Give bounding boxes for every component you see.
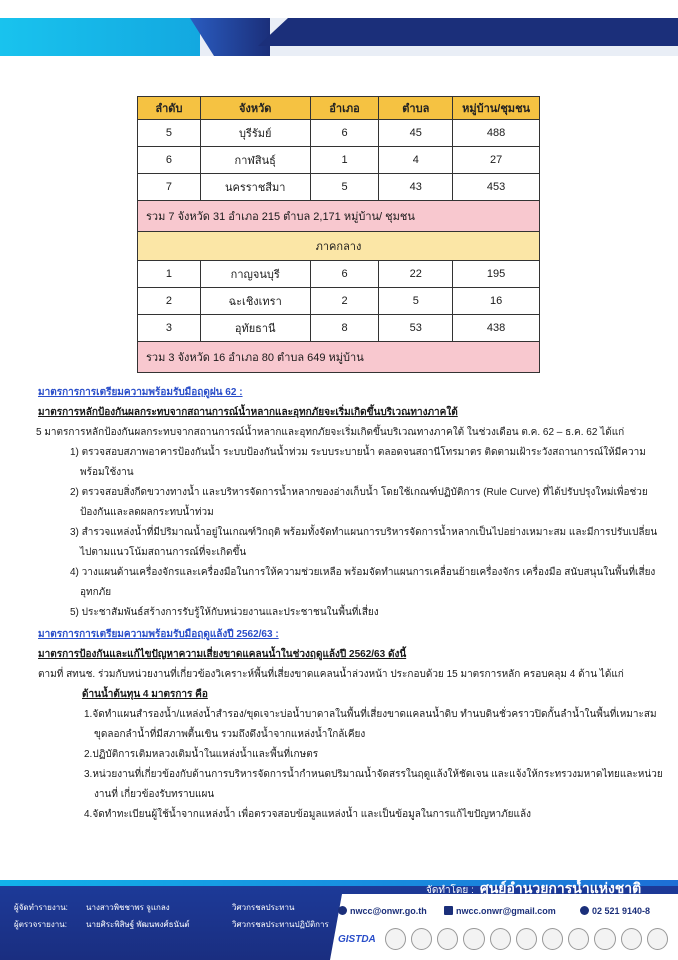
cell-district: 5 xyxy=(310,174,379,201)
cell-order: 1 xyxy=(138,261,201,288)
partner-logo-icon xyxy=(568,928,589,950)
cell-village: 453 xyxy=(453,174,540,201)
cell-province: บุรีรัมย์ xyxy=(200,120,310,147)
partner-logo-icon xyxy=(542,928,563,950)
header-band xyxy=(0,0,678,57)
partner-logo-icon xyxy=(647,928,668,950)
preparer-label: ผู้จัดทำรายงาน: xyxy=(14,903,68,912)
list-item: 2) ตรวจสอบสิ่งกีดขวางทางน้ำ และบริหารจัดการน้ำหลากของอ่างเก็บน้ำ โดยใช้เกณฑ์ปฏิบัติการ (Rule Curve) ที่ได้ปรับปรุงใหม่เพื่อช่วยป้องกันและลดผลกระทบน้ำท่วม xyxy=(70,487,648,518)
document-body xyxy=(38,383,668,825)
brand-prefix: จัดทำโดย : xyxy=(426,885,474,896)
col-header-subdistrict: ตำบล xyxy=(379,97,453,120)
col-header-order: ลำดับ xyxy=(138,97,201,120)
cell-order: 3 xyxy=(138,315,201,342)
header-cyan-block xyxy=(0,18,200,56)
dry-season-intro: ตามที่ สทนช. ร่วมกับหน่วยงานที่เกี่ยวข้องวิเคราะห์พื้นที่เสี่ยงขาดแคลนน้ำล่วงหน้า ประกอบด้วย 15 มาตรการหลัก ครอบคลุม 4 ด้าน ได้แก่ xyxy=(38,669,624,680)
phone-icon xyxy=(580,906,589,915)
partner-logo-icon xyxy=(621,928,642,950)
table-row xyxy=(138,261,540,288)
preparer-name: นางสาวพิชชาพร จูแกลง xyxy=(86,903,170,912)
rainy-season-intro: 5 มาตรการหลักป้องกันผลกระทบจากสถานการณ์น้ำหลากและอุทกภัยจะเริ่มเกิดขึ้นบริเวณทางภาคใต้ ในช่วงเดือน ต.ค. 62 – ธ.ค. 62 ได้แก่ xyxy=(36,427,625,438)
cell-district: 6 xyxy=(310,261,379,288)
cell-subdistrict: 5 xyxy=(379,288,453,315)
cell-province: ฉะเชิงเทรา xyxy=(200,288,310,315)
col-header-village: หมู่บ้าน/ชุมชน xyxy=(453,97,540,120)
list-item: 5) ประชาสัมพันธ์สร้างการรับรู้ให้กับหน่วยงานและประชาชนในพื้นที่เสี่ยง xyxy=(70,607,379,618)
cell-village: 488 xyxy=(453,120,540,147)
cell-village: 16 xyxy=(453,288,540,315)
cell-order: 2 xyxy=(138,288,201,315)
table-row xyxy=(138,315,540,342)
preparer-role: วิศวกรชลประทาน xyxy=(232,903,295,912)
list-item: 2.ปฏิบัติการเติมหลวงเติมน้ำในแหล่งน้ำและพื้นที่เกษตร xyxy=(84,749,319,760)
list-item: 1.จัดทำแผนสำรองน้ำ/แหล่งน้ำสำรอง/ขุดเจาะบ่อน้ำบาดาลในพื้นที่เสี่ยงขาดแคลนน้ำดิบ ทำนบดินชั่วคราวปิดกั้นลำน้ำในพื้นที่เหมาะสม ขุดลอกลำน้ำที่มีสภาพตื้นเขิน รวมถึงดึงน้ำจากแหล่งน้ำใกล้เคียง xyxy=(84,709,657,740)
dry-season-link[interactable]: มาตรการการเตรียมความพร้อมรับมือฤดูแล้งปี 2562/63 : xyxy=(38,629,279,640)
table-summary-row xyxy=(138,342,540,373)
table-row xyxy=(138,288,540,315)
table-region-row xyxy=(138,232,540,261)
dry-season-heading: มาตรการป้องกันและแก้ไขปัญหาความเสี่ยงขาดแคลนน้ำในช่วงฤดูแล้งปี 2562/63 ดังนี้ xyxy=(38,649,407,660)
list-item: 3) สำรวจแหล่งน้ำที่มีปริมาณน้ำอยู่ในเกณฑ์วิกฤติ พร้อมทั้งจัดทำแผนการบริหารจัดการน้ำหลากเป็นไปอย่างเหมาะสม และมีการปรับเปลี่ยนไปตามแนวโน้มสถานการณ์ที่จะเกิดขึ้น xyxy=(70,527,658,558)
partner-logo-icon xyxy=(437,928,458,950)
contact-web[interactable] xyxy=(338,906,427,916)
cell-province: กาญจนบุรี xyxy=(200,261,310,288)
contact-email[interactable] xyxy=(444,906,556,916)
cell-district: 6 xyxy=(310,120,379,147)
cell-district: 2 xyxy=(310,288,379,315)
partner-logos xyxy=(338,926,668,952)
cell-subdistrict: 43 xyxy=(379,174,453,201)
cell-subdistrict: 45 xyxy=(379,120,453,147)
partner-logo-icon xyxy=(490,928,511,950)
partner-logo-icon xyxy=(411,928,432,950)
contact-phone[interactable] xyxy=(580,906,650,916)
globe-icon xyxy=(338,906,347,915)
list-item: 4.จัดทำทะเบียนผู้ใช้น้ำจากแหล่งน้ำ เพื่อตรวจสอบข้อมูลแหล่งน้ำ และเป็นข้อมูลในการแก้ไขปัญหาภัยแล้ง xyxy=(84,809,531,820)
table-row xyxy=(138,120,540,147)
partner-logo-icon xyxy=(463,928,484,950)
summary-northeast: รวม 7 จังหวัด 31 อำเภอ 215 ตำบล 2,171 หมู่บ้าน/ ชุมชน xyxy=(138,201,540,232)
partner-logo-icon xyxy=(516,928,537,950)
col-header-district: อำเภอ xyxy=(310,97,379,120)
reviewer-name: นายศิระพิสิษฐ์ พัฒนพงศ์ธนันต์ xyxy=(86,920,190,929)
province-table xyxy=(137,96,540,373)
contact-phone-text: 02 521 9140-8 xyxy=(592,906,651,916)
cell-subdistrict: 53 xyxy=(379,315,453,342)
header-navy-block xyxy=(258,18,678,46)
list-item: 3.หน่วยงานที่เกี่ยวข้องกับด้านการบริหารจัดการน้ำกำหนดปริมาณน้ำจัดสรรในฤดูแล้งให้ชัดเจน และแจ้งให้กระทรวงมหาดไทยและหน่วยงานที่ เกี่ยวข้องรับทราบแผน xyxy=(84,769,663,800)
cell-district: 1 xyxy=(310,147,379,174)
region-central-label: ภาคกลาง xyxy=(138,232,540,261)
cell-subdistrict: 4 xyxy=(379,147,453,174)
brand-name: ศูนย์อำนวยการน้ำแห่งชาติ xyxy=(479,880,642,896)
col-header-province: จังหวัด xyxy=(200,97,310,120)
cell-province: อุทัยธานี xyxy=(200,315,310,342)
contact-email-text: nwcc.onwr@gmail.com xyxy=(456,906,556,916)
summary-central: รวม 3 จังหวัด 16 อำเภอ 80 ตำบล 649 หมู่บ้าน xyxy=(138,342,540,373)
table-row xyxy=(138,147,540,174)
reviewer-label: ผู้ตรวจรายงาน: xyxy=(14,920,67,929)
cell-province: นครราชสีมา xyxy=(200,174,310,201)
cell-order: 7 xyxy=(138,174,201,201)
cell-order: 6 xyxy=(138,147,201,174)
rainy-season-link[interactable]: มาตรการการเตรียมความพร้อมรับมือฤดูฝน 62 : xyxy=(38,387,243,398)
list-item: 4) วางแผนด้านเครื่องจักรและเครื่องมือในการให้ความช่วยเหลือ พร้อมจัดทำแผนการเคลื่อนย้ายเครื่องจักร เครื่องมือ สนับสนุนในพื้นที่เสี่ยงอุทกภัย xyxy=(70,567,656,598)
gistda-logo: GISTDA xyxy=(338,933,376,945)
rainy-season-heading: มาตรการหลักป้องกันผลกระทบจากสถานการณ์น้ำหลากและอุทกภัยจะเริ่มเกิดขึ้นบริเวณทางภาคใต้ xyxy=(38,407,458,418)
cell-village: 195 xyxy=(453,261,540,288)
cell-village: 438 xyxy=(453,315,540,342)
water-source-subheading: ด้านน้ำต้นทุน 4 มาตรการ คือ xyxy=(82,689,208,700)
cell-order: 5 xyxy=(138,120,201,147)
contact-web-text: nwcc@onwr.go.th xyxy=(350,906,427,916)
partner-logo-icon xyxy=(594,928,615,950)
cell-village: 27 xyxy=(453,147,540,174)
brand-title xyxy=(426,878,641,900)
table-summary-row xyxy=(138,201,540,232)
reviewer-role: วิศวกรชลประทานปฏิบัติการ xyxy=(232,920,329,929)
cell-province: กาฬสินธุ์ xyxy=(200,147,310,174)
partner-logo-icon xyxy=(385,928,406,950)
cell-district: 8 xyxy=(310,315,379,342)
table-row xyxy=(138,174,540,201)
mail-icon xyxy=(444,906,453,915)
list-item: 1) ตรวจสอบสภาพอาคารป้องกันน้ำ ระบบป้องกันน้ำท่วม ระบบระบายน้ำ ตลอดจนสถานีโทรมาตร ติดตามเฝ้าระวังสถานการณ์ให้มีความพร้อมใช้งาน xyxy=(70,447,646,478)
cell-subdistrict: 22 xyxy=(379,261,453,288)
table-header-row xyxy=(138,97,540,120)
